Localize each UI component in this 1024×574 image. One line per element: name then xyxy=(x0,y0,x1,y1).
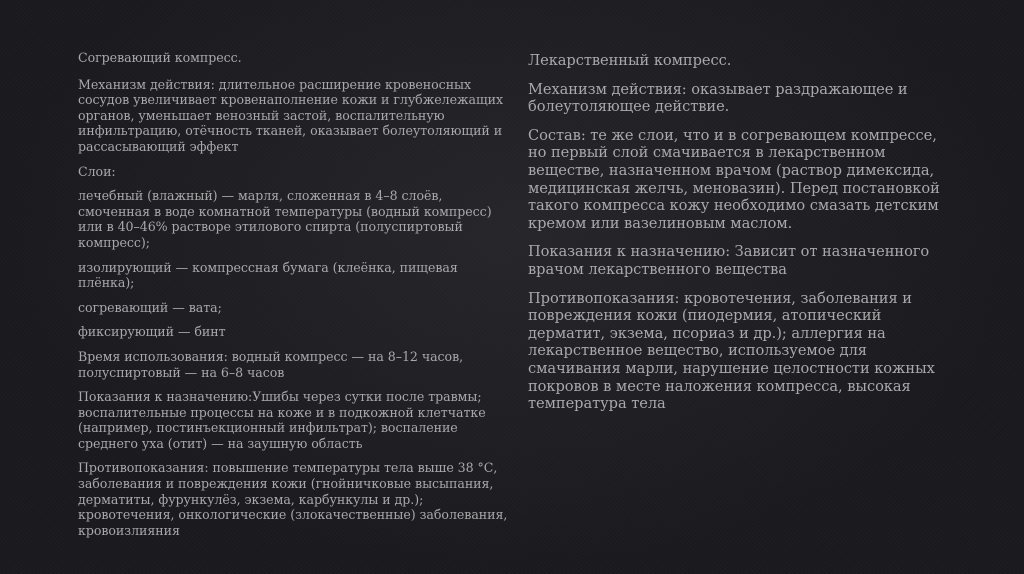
layer-insulating-text: изолирующий — компрессная бумага (клеёнка, пищевая плёнка); xyxy=(78,259,458,291)
medicinal-indications-text: Показания к назначению: Зависит от назначенного врачом лекарственного вещества xyxy=(528,243,930,278)
warming-mechanism-text: Механизм действия: длительное расширение кровеносных сосудов увеличивает кровенаполнение кожи и глубжележащих органов, уменьшает венозный застой, воспалительную инфильтрацию, отёчность тканей, оказывает болеутоляющий и рассасывающий эффект xyxy=(78,76,504,154)
warming-compress-column xyxy=(78,50,508,547)
medicinal-compress-heading: Лекарственный компресс. xyxy=(528,52,732,69)
medicinal-composition-text: Состав: те же слои, что и в согревающем компрессе, но первый слой смачивается в лекарственном веществе, назначенном врачом (раствор димексида, медицинская желчь, меновазин). Перед постановкой такого компресса кожу необходимо смазать детским кремом или вазелиновым маслом. xyxy=(528,126,940,232)
usage-time-text: Время использования: водный компресс — на 8–12 часов, полуспиртовый — на 6–8 часов xyxy=(78,348,464,380)
layers-title: Слои: xyxy=(78,163,116,179)
layer-fixing-text: фиксирующий — бинт xyxy=(78,324,226,340)
warming-compress-heading: Согревающий компресс. xyxy=(78,50,242,65)
medicinal-compress-column xyxy=(528,52,958,424)
medicinal-contraindications-text: Противопоказания: кровотечения, заболевания и повреждения кожи (пиодермия, атопический дерматит, экзема, псориаз и др.); аллергия на лекарственное вещество, используемое для смачивания марли, нарушение целостности кожных покровов в месте наложения компресса, высокая температура тела xyxy=(528,289,935,413)
warming-contraindications-text: Противопоказания: повышение температуры тела выше 38 °С, заболевания и повреждения кожи (гнойничковые высыпания, дерматиты, фурункулёз, экзема, карбункулы и др.); кровотечения, онкологические (злокачественные) заболевания, кровоизлияния xyxy=(78,460,508,538)
layer-warming-text: согревающий — вата; xyxy=(78,299,222,315)
medicinal-mechanism-text: Механизм действия: оказывает раздражающее и болеутоляющее действие. xyxy=(528,80,908,116)
warming-indications-text: Показания к назначению:Ушибы через сутки после травмы; воспалительные процессы на коже и в подкожной клетчатке (например, постинъекционный инфильтрат); воспаление среднего уха (отит) — на заушную область xyxy=(78,389,486,451)
layer-medical-text: лечебный (влажный) — марля, сложенная в 4–8 слоёв, смоченная в воде комнатной температуры (водный компресс) или в 40–46% растворе этилового спирта (полуспиртовый компресс); xyxy=(78,188,492,250)
